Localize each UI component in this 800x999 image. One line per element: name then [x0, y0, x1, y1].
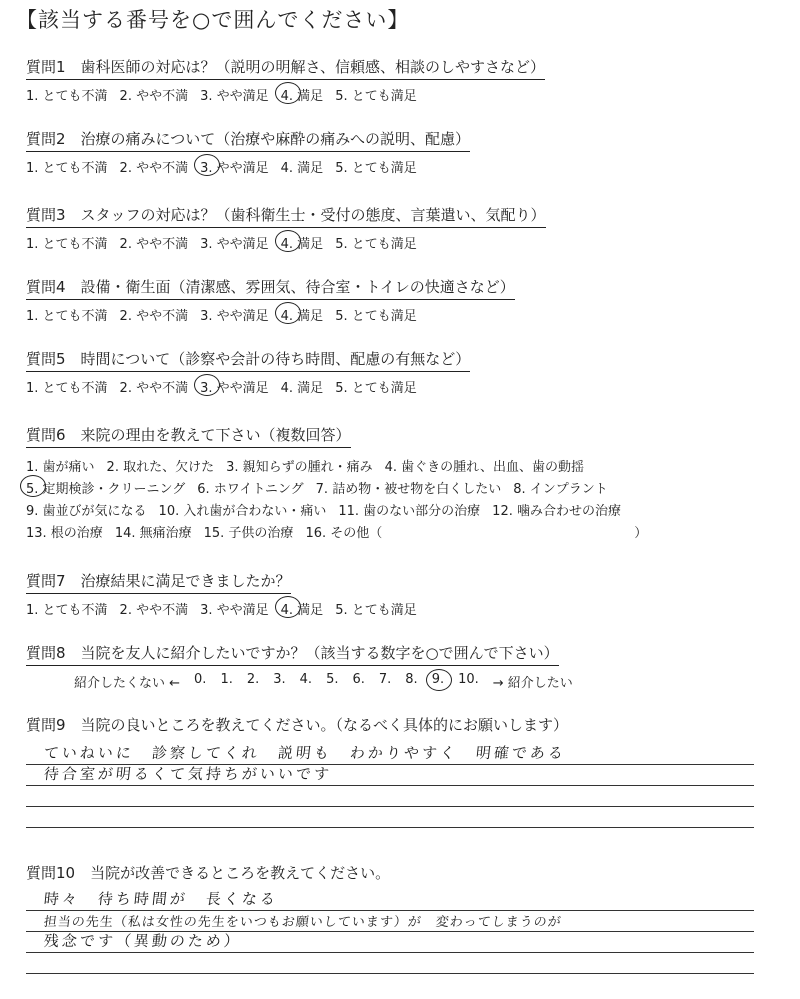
q2-option-3-selected[interactable]: 3. やや満足	[200, 157, 269, 176]
q7-option-2[interactable]: 2. やや不満	[119, 603, 189, 618]
q10-handwriting-2: 担当の先生（私は女性の先生をいつもお願いしています）が 変わってしまうのが	[43, 915, 563, 930]
q6-option-8[interactable]: 8. インプラント	[513, 481, 608, 497]
q3-option-4-selected[interactable]: 4. 満足	[281, 233, 324, 252]
q6-row-4	[26, 520, 786, 542]
page-title: 【該当する番号を○で囲んでください】	[16, 8, 410, 32]
q7-option-5[interactable]: 5. とても満足	[335, 603, 417, 618]
question-9-heading: 質問9 当院の良いところを教えてください。（なるべく具体的にお願いします）	[26, 716, 569, 734]
q2-option-1[interactable]: 1. とても不満	[26, 161, 108, 176]
q2-option-5[interactable]: 5. とても満足	[335, 161, 417, 176]
q6-option-15[interactable]: 15. 子供の治療	[203, 525, 294, 541]
q9-handwriting-1: ていねいに 診察してくれ 説明も わかりやすく 明確である	[43, 744, 567, 762]
question-5	[26, 348, 786, 396]
question-9-answer-area[interactable]	[26, 744, 754, 828]
q3-option-2[interactable]: 2. やや不満	[119, 237, 189, 252]
q6-option-14[interactable]: 14. 無痛治療	[114, 525, 192, 541]
question-10-heading: 質問10 当院が改善できるところを教えてください。	[26, 864, 391, 882]
q9-line-1	[26, 744, 754, 765]
question-10	[26, 862, 786, 885]
q9-line-4	[26, 807, 754, 828]
q6-option-11[interactable]: 11. 歯のない部分の治療	[338, 503, 481, 519]
q6-option-5-selected[interactable]: 5. 定期検診・クリーニング	[26, 478, 185, 497]
q4-option-1[interactable]: 1. とても不満	[26, 309, 108, 324]
q4-option-3[interactable]: 3. やや満足	[200, 309, 269, 324]
q5-option-1[interactable]: 1. とても不満	[26, 381, 108, 396]
q1-option-4-selected[interactable]: 4. 満足	[281, 85, 324, 104]
question-7	[26, 570, 786, 618]
question-2-heading: 質問2 治療の痛みについて（治療や麻酔の痛みへの説明、配慮）	[26, 128, 470, 152]
question-9	[26, 714, 786, 737]
q10-line-4	[26, 953, 754, 974]
q6-row-3	[26, 498, 786, 520]
q10-handwriting-1: 時々 待ち時間が 長くなる	[43, 890, 279, 908]
q8-score-4[interactable]: 4.	[299, 672, 313, 687]
question-8-scale	[74, 672, 786, 691]
q4-option-2[interactable]: 2. やや不満	[119, 309, 189, 324]
q8-score-10[interactable]: 10.	[458, 672, 479, 687]
q6-option-4[interactable]: 4. 歯ぐきの腫れ、出血、歯の動揺	[384, 459, 584, 475]
q6-other-close-paren: ）	[634, 525, 648, 541]
q2-option-2[interactable]: 2. やや不満	[119, 161, 189, 176]
question-7-heading: 質問7 治療結果に満足できましたか？	[26, 570, 291, 594]
q1-option-5[interactable]: 5. とても満足	[335, 89, 417, 104]
q1-option-2[interactable]: 2. やや不満	[119, 89, 189, 104]
q10-line-2	[26, 911, 754, 932]
q1-option-3[interactable]: 3. やや満足	[200, 89, 269, 104]
q6-option-2[interactable]: 2. 取れた、欠けた	[106, 459, 215, 475]
question-6	[26, 424, 786, 542]
q3-option-3[interactable]: 3. やや満足	[200, 237, 269, 252]
question-3-options	[26, 233, 786, 252]
question-1	[26, 56, 786, 104]
q8-score-1[interactable]: 1.	[220, 672, 233, 687]
question-7-options	[26, 599, 786, 618]
q6-option-3[interactable]: 3. 親知らずの腫れ・痛み	[226, 459, 373, 475]
q6-option-12[interactable]: 12. 噛み合わせの治療	[492, 503, 621, 519]
question-8	[26, 642, 786, 691]
q6-option-16[interactable]: 16. その他（	[305, 525, 383, 541]
q8-score-0[interactable]: 0.	[194, 672, 207, 687]
q6-option-13[interactable]: 13. 根の治療	[26, 525, 103, 541]
q1-option-1[interactable]: 1. とても不満	[26, 89, 108, 104]
q8-right-label: → 紹介したい	[492, 676, 573, 691]
q9-line-2	[26, 765, 754, 786]
question-10-answer-area[interactable]	[26, 890, 754, 974]
question-4-heading: 質問4 設備・衛生面（清潔感、雰囲気、待合室・トイレの快適さなど）	[26, 276, 515, 300]
q3-option-5[interactable]: 5. とても満足	[335, 237, 417, 252]
q5-option-4[interactable]: 4. 満足	[280, 381, 324, 396]
q4-option-4-selected[interactable]: 4. 満足	[281, 305, 324, 324]
question-2	[26, 128, 786, 176]
q7-option-1[interactable]: 1. とても不満	[26, 603, 108, 618]
q6-row-2	[26, 476, 786, 498]
q7-option-4-selected[interactable]: 4. 満足	[281, 599, 324, 618]
question-8-heading: 質問8 当院を友人に紹介したいですか？（該当する数字を○で囲んで下さい）	[26, 642, 559, 666]
q5-option-2[interactable]: 2. やや不満	[119, 381, 189, 396]
q10-line-3	[26, 932, 754, 953]
q6-option-1[interactable]: 1. 歯が痛い	[26, 459, 95, 475]
question-1-options	[26, 85, 786, 104]
question-4	[26, 276, 786, 324]
question-3-heading: 質問3 スタッフの対応は？（歯科衛生士・受付の態度、言葉遣い、気配り）	[26, 204, 546, 228]
q7-option-3[interactable]: 3. やや満足	[200, 603, 269, 618]
q5-option-5[interactable]: 5. とても満足	[335, 381, 417, 396]
q8-left-label: 紹介したくない ←	[74, 676, 181, 691]
q10-line-1	[26, 890, 754, 911]
question-6-options	[26, 454, 786, 542]
question-3	[26, 204, 786, 252]
question-5-heading: 質問5 時間について（診察や会計の待ち時間、配慮の有無など）	[26, 348, 470, 372]
question-4-options	[26, 305, 786, 324]
q10-handwriting-3: 残念です（異動のため）	[43, 932, 243, 950]
q8-score-8[interactable]: 8.	[405, 672, 418, 687]
q6-option-6[interactable]: 6. ホワイトニング	[197, 481, 304, 497]
q6-row-1	[26, 454, 786, 476]
q6-option-10[interactable]: 10. 入れ歯が合わない・痛い	[158, 503, 327, 519]
q9-handwriting-2: 待合室が明るくて気持ちがいいです	[43, 765, 333, 783]
question-6-heading: 質問6 来院の理由を教えて下さい（複数回答）	[26, 424, 351, 448]
q5-option-3-selected[interactable]: 3. やや満足	[200, 377, 269, 396]
q4-option-5[interactable]: 5. とても満足	[335, 309, 417, 324]
q8-score-9-selected[interactable]: 9.	[432, 672, 444, 691]
question-1-heading: 質問1 歯科医師の対応は？（説明の明解さ、信頼感、相談のしやすさなど）	[26, 56, 545, 80]
q8-score-6[interactable]: 6.	[352, 672, 365, 687]
question-5-options	[26, 377, 786, 396]
q9-line-3	[26, 786, 754, 807]
q6-option-9[interactable]: 9. 歯並びが気になる	[26, 503, 147, 519]
q8-score-7[interactable]: 7.	[378, 672, 392, 687]
q8-score-2[interactable]: 2.	[246, 672, 260, 687]
q2-option-4[interactable]: 4. 満足	[280, 161, 324, 176]
q6-option-7[interactable]: 7. 詰め物・被せ物を白くしたい	[315, 481, 502, 497]
question-2-options	[26, 157, 786, 176]
q8-score-5[interactable]: 5.	[326, 672, 339, 687]
q8-score-3[interactable]: 3.	[273, 672, 286, 687]
q3-option-1[interactable]: 1. とても不満	[26, 237, 108, 252]
